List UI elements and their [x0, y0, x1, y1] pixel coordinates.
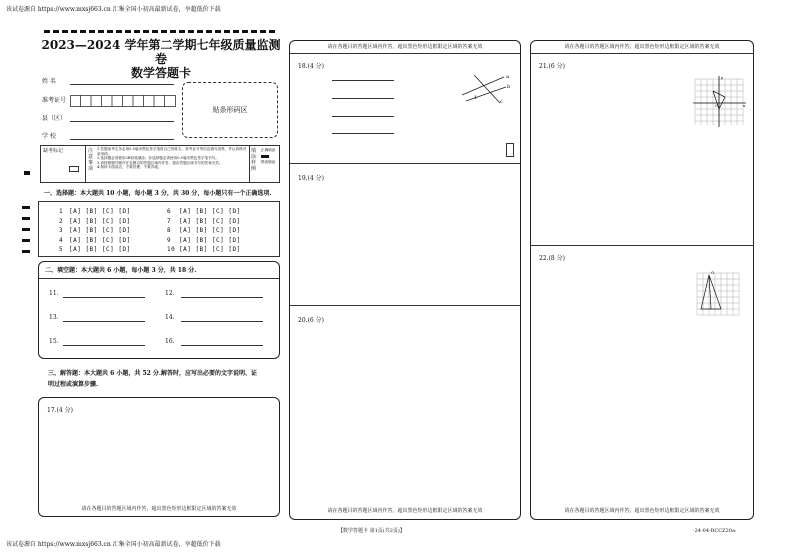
q22-point-label: O	[711, 270, 715, 275]
choice-row[interactable]: 10 [A] [B] [C] [D]	[167, 246, 241, 253]
timing-mark	[24, 171, 30, 175]
exam-no-label: 准考证号	[42, 97, 67, 104]
county-field[interactable]	[70, 121, 174, 122]
q20-label: 20.(6 分)	[298, 317, 324, 324]
panel-middle	[289, 40, 521, 520]
sheet-code: ·24-04-RCCZ20a·	[693, 528, 737, 534]
q21-y-label: y	[721, 75, 724, 80]
q18-label-1: 1	[474, 95, 478, 101]
absent-label: 缺考标记	[43, 148, 64, 154]
watermark-top: 该试卷源自 https://www.mxsj663.cn 汇集全国小初高最新试卷，享超低价下载	[6, 6, 221, 13]
q22-area[interactable]	[531, 245, 753, 503]
q18-figure	[460, 69, 512, 105]
choice-row[interactable]: 6 [A] [B] [C] [D]	[167, 208, 241, 215]
blank-13-label: 13.	[49, 314, 59, 321]
school-label: 学 校	[42, 133, 56, 140]
name-field[interactable]	[70, 84, 174, 85]
rule-item: 2.选择题必须使用2B铅笔填涂；非选择题必须使用0.5毫米黑色签字笔书写。	[97, 156, 219, 161]
barcode-area	[182, 82, 278, 138]
absent-box[interactable]	[69, 166, 79, 172]
q20-area[interactable]	[290, 305, 520, 505]
q21-x-label: x	[743, 103, 746, 108]
panel2-footer-notice: 请在各题目的答题区域内作答，超出黑色矩形边框限定区域的答案无效	[327, 508, 483, 514]
q19-area[interactable]	[290, 163, 520, 305]
rule-item: 1.答题前考生务必用0.5毫米黑色签字笔将自己的姓名、准考证号等信息填写清楚，并认真核对条形码。	[97, 147, 247, 156]
section2-title: 二、填空题：本大题共 6 小题，每小题 3 分，共 18 分.	[45, 267, 197, 274]
choice-row[interactable]: 9 [A] [B] [C] [D]	[167, 236, 241, 244]
rule-item: 4.保持卡面清洁，不要折叠、不要弄破。	[97, 165, 162, 170]
q18-label-c: c	[500, 99, 503, 105]
exam-title: 2023—2024 学年第二学期七年级质量监测卷	[41, 38, 281, 66]
q18-line-1[interactable]	[332, 80, 394, 81]
blank-12-label: 12.	[165, 290, 175, 297]
choice-row[interactable]: 1 [A] [B] [C] [D]	[59, 208, 131, 215]
page-number: 【数学答题卡 第1页(共2页)】	[338, 528, 405, 534]
absent-area	[43, 148, 83, 172]
exam-no-boxes[interactable]	[70, 92, 176, 111]
blank-11-line[interactable]	[63, 297, 145, 298]
blank-13-line[interactable]	[63, 321, 145, 322]
blank-15-label: 15.	[49, 338, 59, 345]
panel-right	[530, 40, 754, 520]
choice-row[interactable]: 4 [A] [B] [C] [D]	[59, 236, 131, 244]
sheet-header	[40, 38, 282, 81]
q21-origin-label: O	[715, 103, 719, 108]
panel1-footer-notice: 请在各题目的答题区域内作答，超出黑色矩形边框限定区域的答案无效	[81, 506, 237, 512]
fill-sample	[261, 148, 277, 164]
q19-label: 19.(4 分)	[298, 175, 324, 182]
q22-grid	[693, 269, 743, 319]
blank-15-line[interactable]	[63, 345, 145, 346]
school-field[interactable]	[70, 139, 174, 140]
q21-label: 21.(6 分)	[539, 63, 565, 70]
q18-label-b: b	[507, 84, 511, 90]
correct-fill-mark	[261, 155, 269, 158]
blank-16-label: 16.	[165, 338, 175, 345]
county-label: 县（区）	[42, 115, 67, 122]
q18-line-3[interactable]	[332, 116, 394, 117]
blank-14-line[interactable]	[181, 321, 263, 322]
q18-line-2[interactable]	[332, 98, 394, 99]
fill-label: 填涂样例	[251, 148, 257, 172]
timing-marks-left	[22, 206, 30, 253]
choice-col-left	[59, 208, 131, 256]
choice-row[interactable]: 3 [A] [B] [C] [D]	[59, 227, 131, 234]
q22-label: 22.(8 分)	[539, 255, 565, 262]
watermark-bottom: 该试卷源自 https://www.mxsj663.cn 汇集全国小初高最新试卷，享超低价下载	[6, 541, 221, 548]
choice-col-right	[167, 208, 241, 256]
choice-row[interactable]: 7 [A] [B] [C] [D]	[167, 217, 241, 225]
notice-box	[40, 145, 280, 183]
rules-title: 注意事项	[88, 148, 94, 172]
wrong-fill-label: 错误填涂	[261, 159, 276, 164]
q18-line-4[interactable]	[332, 133, 394, 134]
panel2-header-notice: 请在各题目的答题区域内作答，超出黑色矩形边框限定区域的答案无效	[327, 44, 483, 50]
choice-row[interactable]: 8 [A] [B] [C] [D]	[167, 227, 241, 234]
q17-label: 17.(4 分)	[47, 407, 73, 414]
sheet-title: 数学答题卡	[130, 66, 191, 80]
q18-area[interactable]	[290, 53, 520, 163]
choice-box	[38, 201, 280, 257]
panel3-footer-notice: 请在各题目的答题区域内作答，超出黑色矩形边框限定区域的答案无效	[564, 508, 720, 514]
blank-16-line[interactable]	[181, 345, 263, 346]
q18-label-a: a	[506, 74, 509, 80]
rules-list	[97, 147, 247, 170]
blank-12-line[interactable]	[181, 297, 263, 298]
blank-11-label: 11.	[49, 290, 59, 297]
section1-title: 一、选择题：本大题共 10 小题，每小题 3 分，共 30 分，每小题只有一个正确选项.	[44, 190, 272, 197]
q21-area[interactable]	[531, 53, 753, 243]
header-dash-bar	[44, 30, 276, 33]
q21-grid	[691, 75, 747, 129]
rule-item: 3.请按照题号顺序在各题目的答题区域内作答，超出答题区域书写的答案无效。	[97, 160, 223, 165]
name-label: 姓 名	[42, 78, 56, 85]
section3-title: 三、解答题：本大题共 6 小题，共 52 分.解答时，应写出必要的文字说明、证 明过程或演算步骤.	[48, 370, 257, 388]
choice-row[interactable]: 5 [A] [B] [C] [D]	[59, 246, 131, 253]
blank-14-label: 14.	[165, 314, 175, 321]
choice-row[interactable]: 2 [A] [B] [C] [D]	[59, 217, 131, 225]
q17-answer-area[interactable]	[38, 397, 280, 517]
panel3-header-notice: 请在各题目的答题区域内作答，超出黑色矩形边框限定区域的答案无效	[564, 44, 720, 50]
fill-blank-box	[38, 261, 280, 359]
correct-fill-label: 正确填涂	[261, 148, 276, 152]
barcode-label: 贴条形码区	[212, 106, 248, 114]
q18-label: 18.(4 分)	[298, 63, 324, 70]
